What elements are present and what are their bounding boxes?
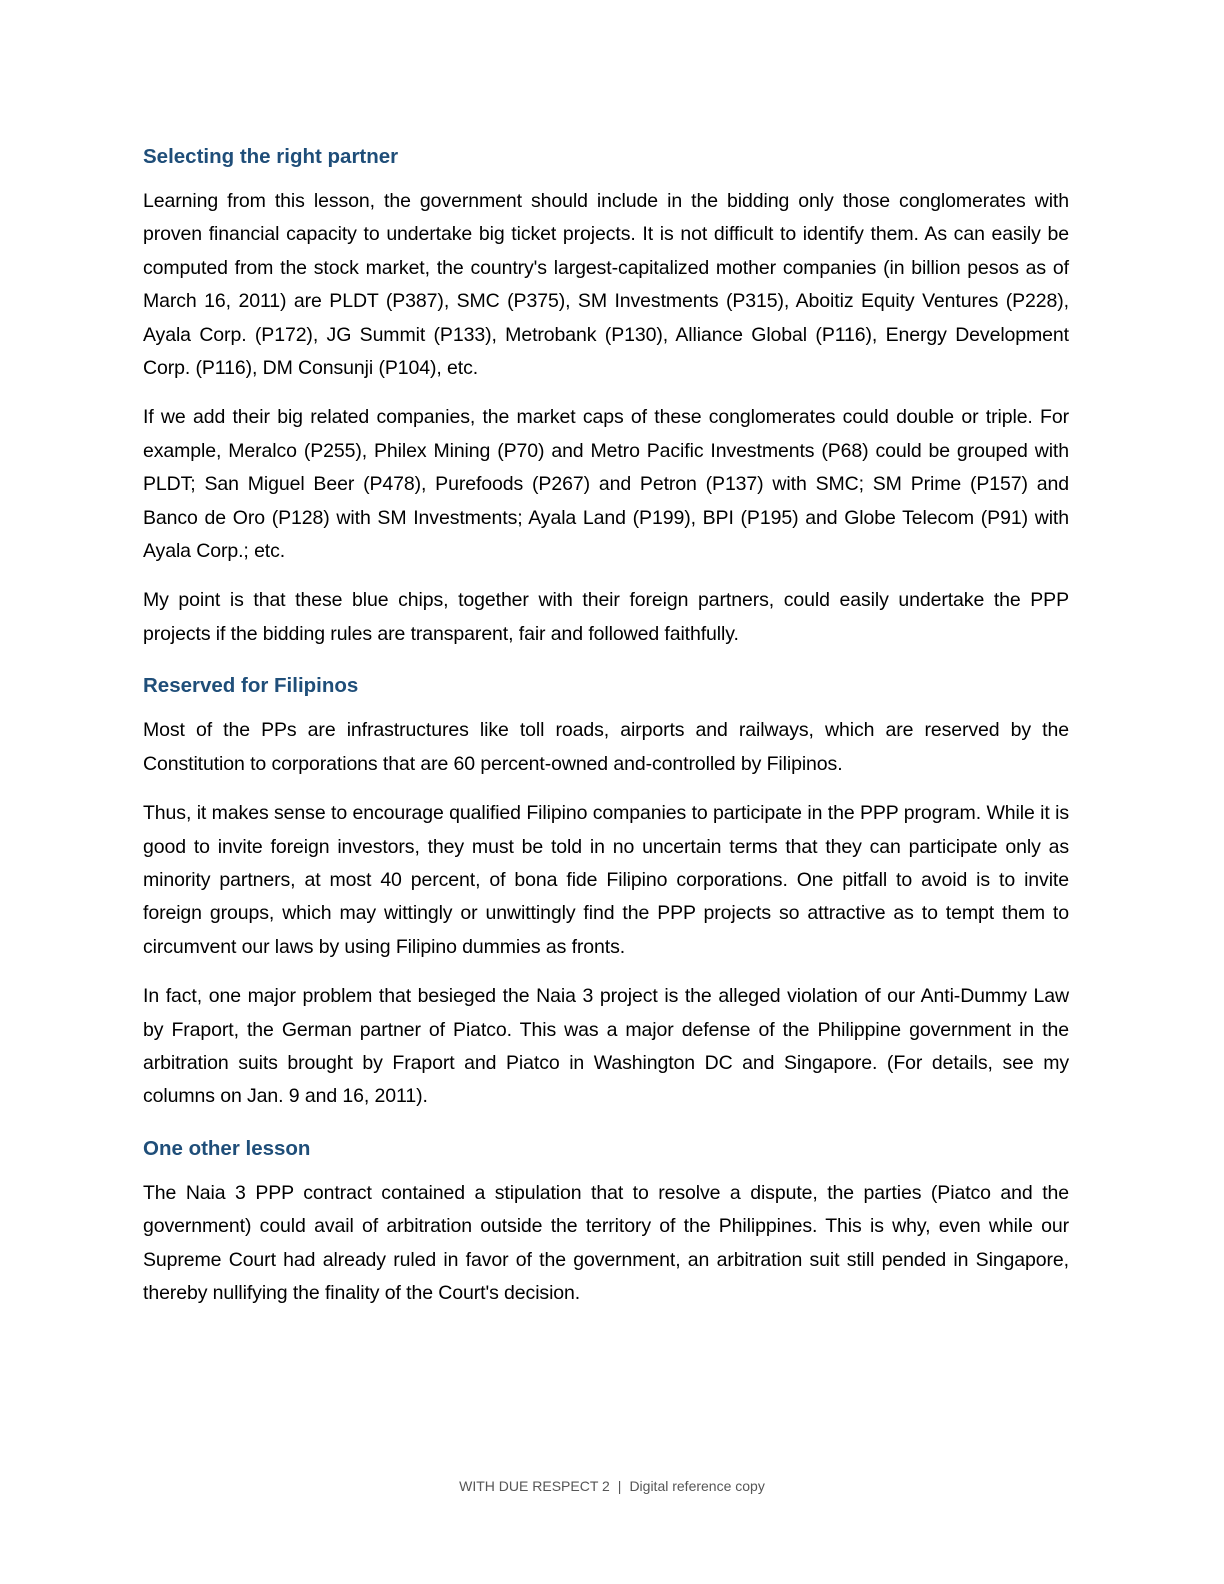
paragraph: The Naia 3 PPP contract contained a stipulation that to resolve a dispute, the parties (Piatco and the government) could avail of arbitration outside the territory of the Philippines. This is why, even while our Supreme Court had already ruled in favor of the government, an arbitration suit still pended in Singapore, thereby nullifying the finality of the Court's decision. xyxy=(143,1181,1069,1304)
section-selecting-partner xyxy=(143,140,1069,651)
paragraph: Most of the PPs are infrastructures like toll roads, airports and railways, which are reserved by the Constitution to corporations that are 60 percent-owned and-controlled by Filipinos. xyxy=(143,719,1069,775)
section-heading: One other lesson xyxy=(143,1136,311,1160)
document-body xyxy=(143,140,1069,1326)
paragraph: In fact, one major problem that besieged the Naia 3 project is the alleged violation of our Anti-Dummy Law by Fraport, the German partner of Piatco. This was a major defense of the Philippine government in the arbitration suits brought by Fraport and Piatco in Washington DC and Singapore. (For details, see my columns on Jan. 9 and 16, 2011). xyxy=(143,985,1069,1108)
section-reserved-for-filipinos xyxy=(143,669,1069,1113)
page-footer xyxy=(0,1478,1224,1494)
footer-separator: | xyxy=(617,1478,622,1494)
footer-note: Digital reference copy xyxy=(629,1478,765,1494)
paragraph: If we add their big related companies, the market caps of these conglomerates could double or triple. For example, Meralco (P255), Philex Mining (P70) and Metro Pacific Investments (P68) could be grouped with PLDT; San Miguel Beer (P478), Purefoods (P267) and Petron (P137) with SMC; SM Prime (P157) and Banco de Oro (P128) with SM Investments; Ayala Land (P199), BPI (P195) and Globe Telecom (P91) with Ayala Corp.; etc. xyxy=(143,406,1069,563)
paragraph: Learning from this lesson, the government should include in the bidding only those conglomerates with proven financial capacity to undertake big ticket projects. It is not difficult to identify them. As can easily be computed from the stock market, the country's largest-capitalized mother companies (in billion pesos as of March 16, 2011) are PLDT (P387), SMC (P375), SM Investments (P315), Aboitiz Equity Ventures (P228), Ayala Corp. (P172), JG Summit (P133), Metrobank (P130), Alliance Global (P116), Energy Development Corp. (P116), DM Consunji (P104), etc. xyxy=(143,190,1069,380)
section-heading: Reserved for Filipinos xyxy=(143,674,359,698)
section-heading: Selecting the right partner xyxy=(143,145,399,168)
footer-title: WITH DUE RESPECT 2 xyxy=(459,1478,610,1494)
paragraph: Thus, it makes sense to encourage qualified Filipino companies to participate in the PPP program. While it is good to invite foreign investors, they must be told in no uncertain terms that they can participate only as minority partners, at most 40 percent, of bona fide Filipino corporations. One pitfall to avoid is to invite foreign groups, which may wittingly or unwittingly find the PPP projects so attractive as to tempt them to circumvent our laws by using Filipino dummies as fronts. xyxy=(143,802,1069,958)
section-one-other-lesson xyxy=(143,1132,1069,1311)
paragraph: My point is that these blue chips, together with their foreign partners, could easily undertake the PPP projects if the bidding rules are transparent, fair and followed faithfully. xyxy=(143,589,1069,645)
